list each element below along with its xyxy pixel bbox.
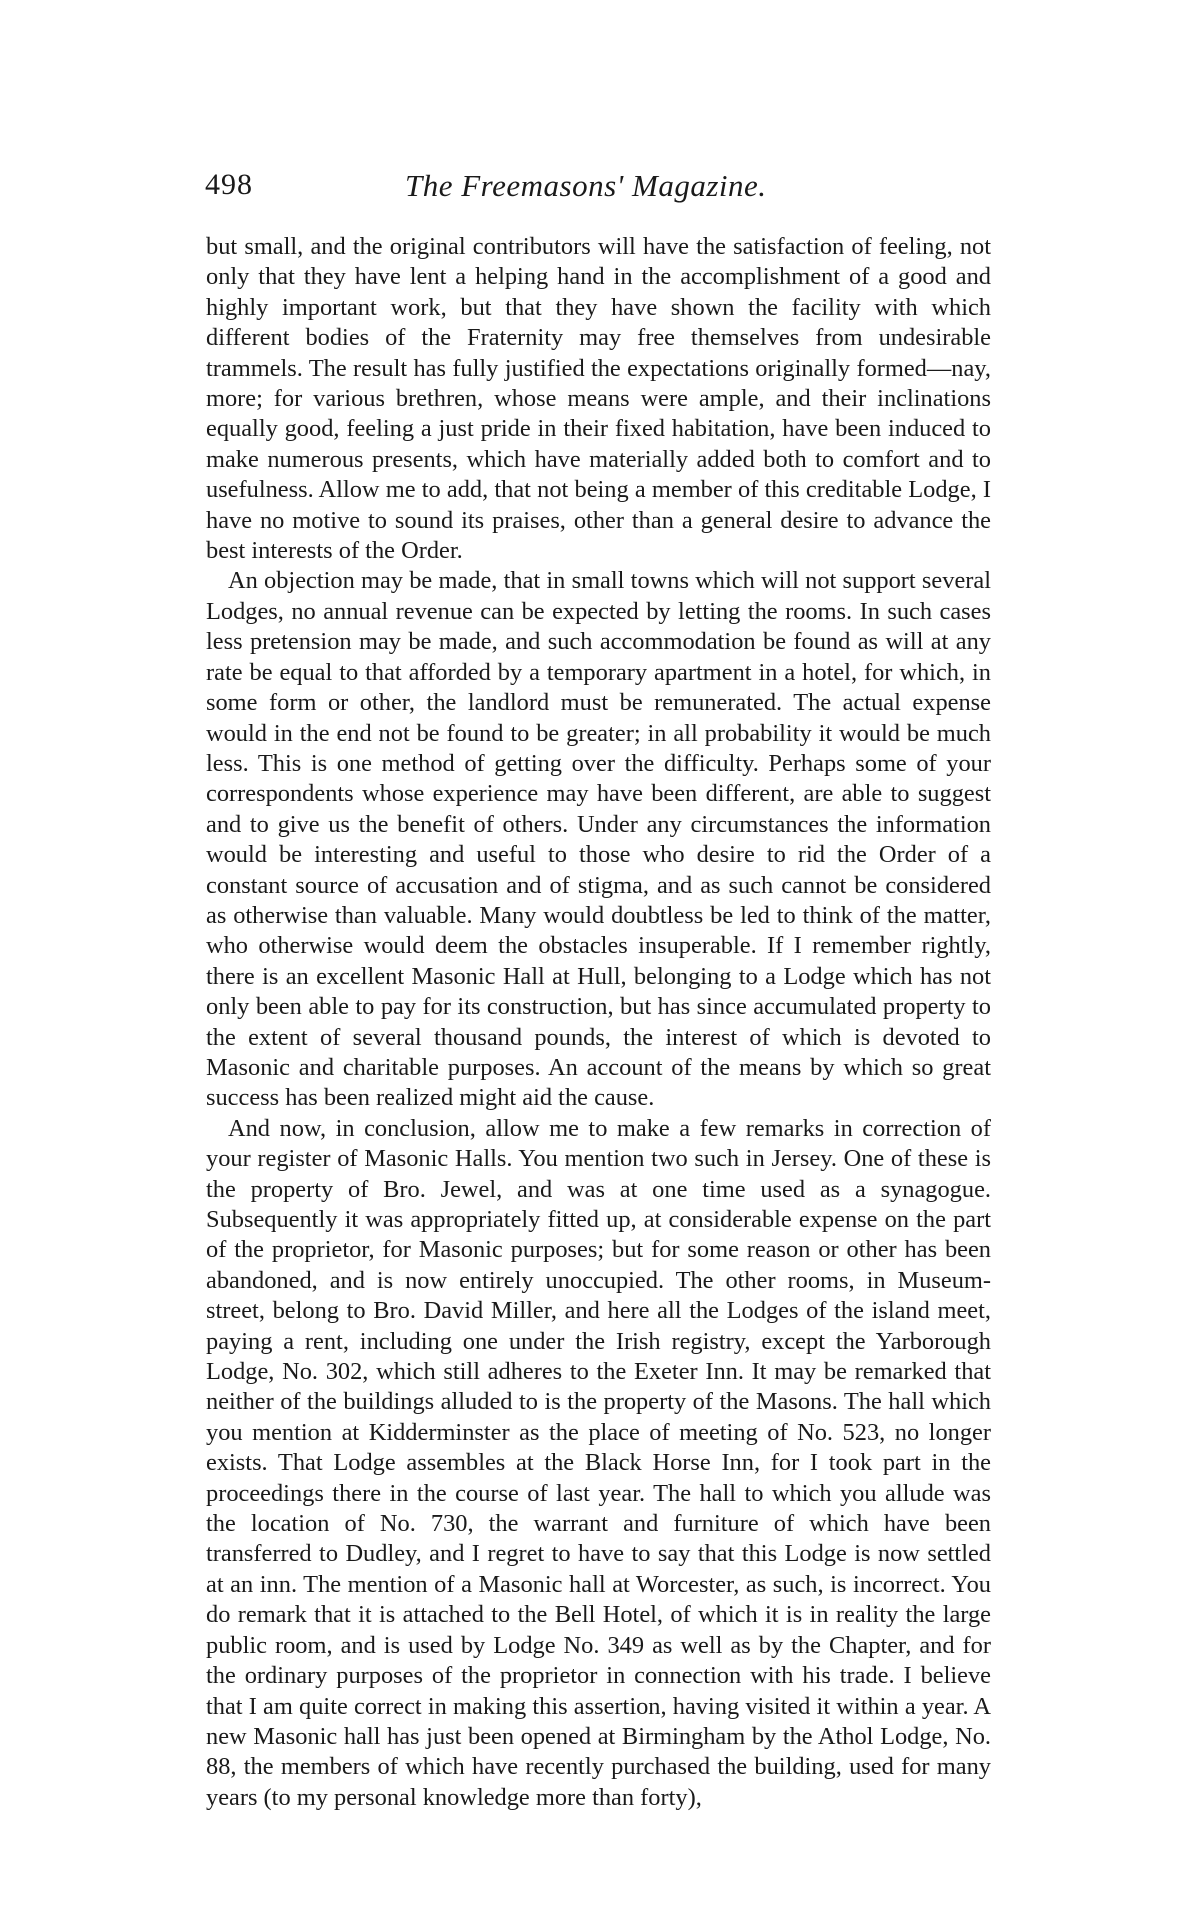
page-number: 498 bbox=[205, 168, 253, 201]
paragraph-objection: An objection may be made, that in small towns which will not support several Lodges, no annual revenue can be expected by letting the rooms. In such cases less pretension may be made, and such accommodation be found as will at any rate be equal to that afforded by a temporary apartment in a hotel, for which, in some form or other, the landlord must be remunerated. The actual expense would in the end not be found to be greater; in all probability it would be much less. This is one method of getting over the difficulty. Perhaps some of your correspondents whose experience may have been different, are able to suggest and to give us the benefit of others. Under any circumstances the information would be interesting and useful to those who desire to rid the Order of a constant source of accusation and of stigma, and as such cannot be considered as otherwise than valuable. Many would doubtless be led to think of the matter, who otherwise would deem the obstacles insuperable. If I remember rightly, there is an excellent Masonic Hall at Hull, belonging to a Lodge which has not only been able to pay for its construction, but has since accumulated property to the extent of several thousand pounds, the interest of which is devoted to Masonic and charitable purposes. An account of the means by which so great success has been realized might aid the cause. bbox=[206, 567, 991, 1112]
paragraph-conclusion: And now, in conclusion, allow me to make a few remarks in correction of your register of Masonic Halls. You mention two such in Jersey. One of these is the property of Bro. Jewel, and was at one time used as a synagogue. Subsequently it was appropriately fitted up, at considerable expense on the part of the proprietor, for Masonic purposes; but for some reason or other has been abandoned, and is now entirely unoccupied. The other rooms, in Museum-street, belong to Bro. David Miller, and here all the Lodges of the island meet, paying a rent, including one under the Irish registry, except the Yarborough Lodge, No. 302, which still adheres to the Exeter Inn. It may be remarked that neither of the buildings alluded to is the property of the Masons. The hall which you mention at Kidderminster as the place of meeting of No. 523, no longer exists. That Lodge assembles at the Black Horse Inn, for I took part in the proceedings there in the course of last year. The hall to which you allude was the location of No. 730, the warrant and furniture of which have been transferred to Dudley, and I regret to have to say that this Lodge is now settled at an inn. The mention of a Masonic hall at Worcester, as such, is incorrect. You do remark that it is attached to the Bell Hotel, of which it is in reality the large public room, and is used by Lodge No. 349 as well as by the Chapter, and for the ordinary purposes of the proprietor in connection with his trade. I believe that I am quite correct in making this assertion, having visited it within a year. A new Masonic hall has just been opened at Birmingham by the Athol Lodge, No. 88, the members of which have recently purchased the building, used for many years (to my personal knowledge more than forty), bbox=[206, 1114, 991, 1811]
article-body bbox=[206, 232, 991, 1813]
paragraph-continued: but small, and the original contributors will have the satisfaction of feeling, not only that they have lent a helping hand in the accomplishment of a good and highly important work, but that they have shown the facility with which different bodies of the Fraternity may free themselves from undesirable trammels. The result has fully justified the expectations originally formed—nay, more; for various brethren, whose means were ample, and their inclinations equally good, feeling a just pride in their fixed habitation, have been induced to make numerous presents, which have materially added both to comfort and to usefulness. Allow me to add, that not being a member of this creditable Lodge, I have no motive to sound its praises, other than a general desire to advance the best interests of the Order. bbox=[206, 233, 991, 565]
page-header bbox=[205, 168, 995, 208]
running-title: The Freemasons' Magazine. bbox=[405, 168, 767, 203]
